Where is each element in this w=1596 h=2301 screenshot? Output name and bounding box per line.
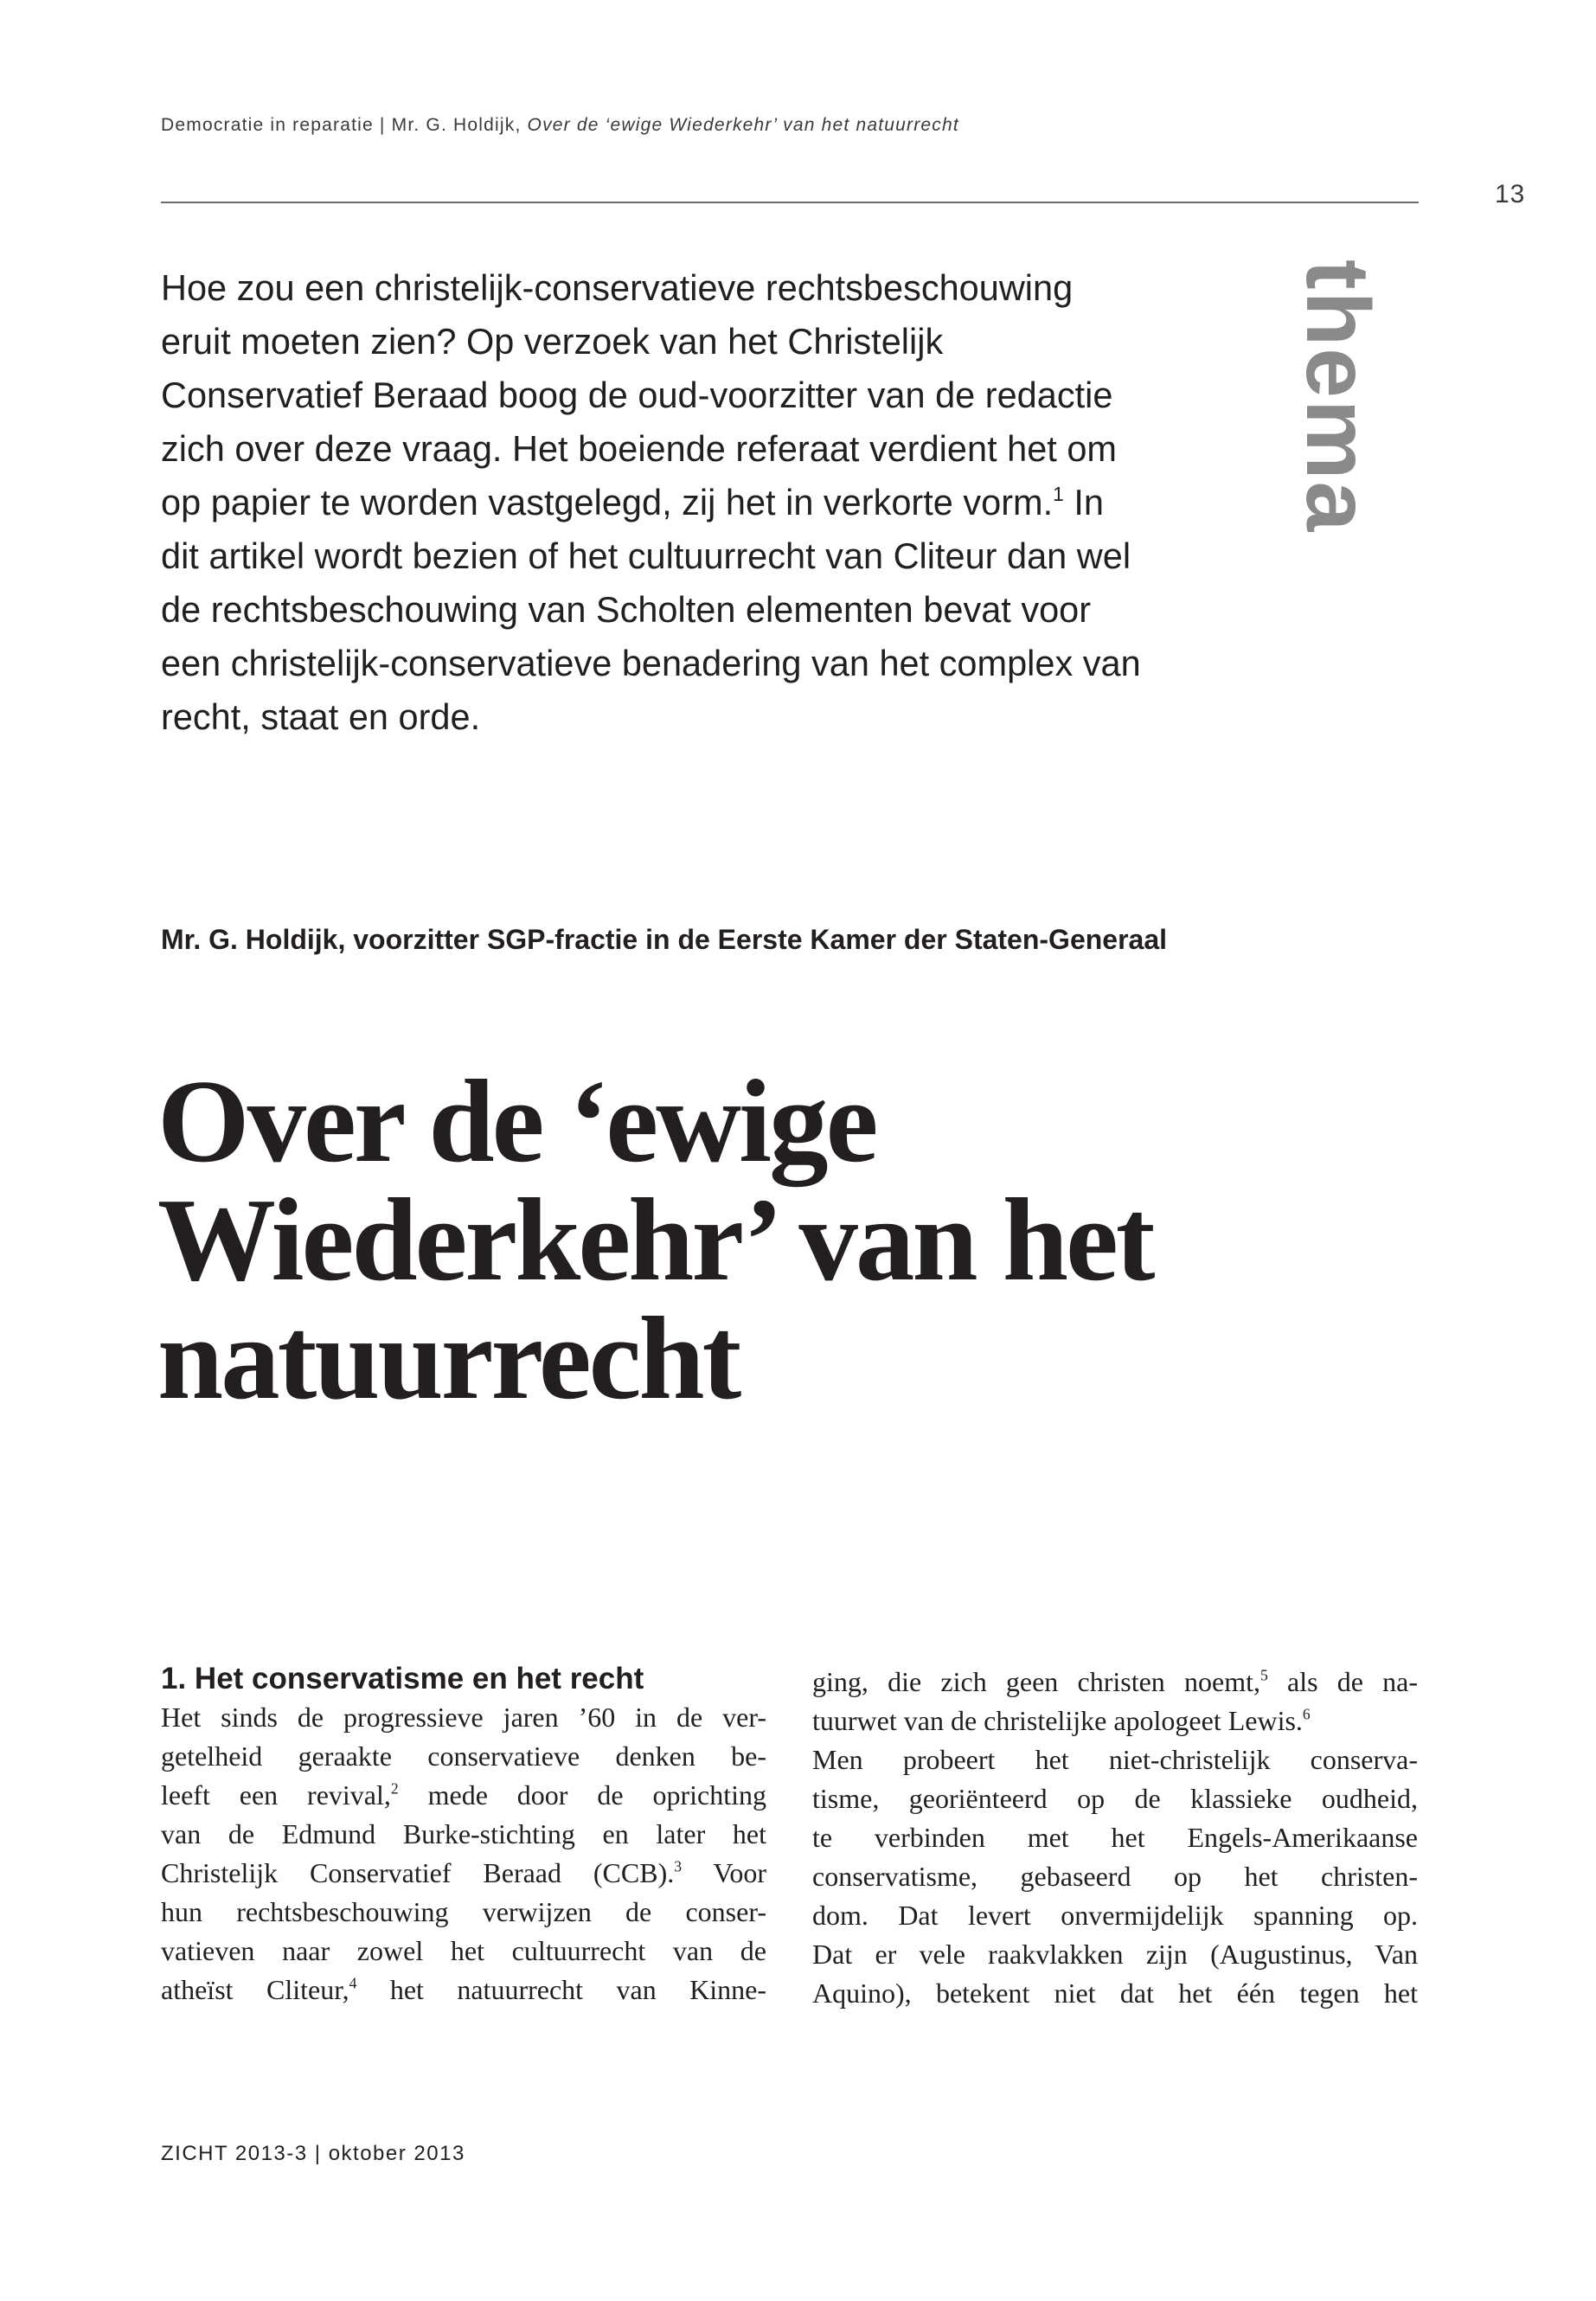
body-line: atheïst Cliteur,$^4$ het natuurrecht van Kinne- bbox=[161, 1974, 767, 2005]
body-line: tisme, georiënteerd op de klassieke oudheid, bbox=[812, 1783, 1418, 1814]
header-separator: | bbox=[379, 115, 386, 135]
page-number: 13 bbox=[1495, 180, 1526, 208]
intro-text-part1: Hoe zou een christelijk-conservatieve rechtsbeschouwing eruit moeten zien? Op verzoek van het Christelijk Conservatief Beraad boog de oud-voorzitter van de redactie zich over deze vraag. Het boeiende referaat verdient het om op papier te worden vastgelegd, zij het in verkorte vorm. bbox=[161, 267, 1117, 522]
header-publication: Democratie in reparatie bbox=[161, 115, 374, 135]
header-article-title: Over de ‘ewige Wiederkehr’ van het natuurrecht bbox=[527, 115, 959, 135]
title-line-2: Wiederkehr’ van het bbox=[157, 1174, 1153, 1305]
body-line: tuurwet van de christelijke apologeet Lewis.$^6$ bbox=[812, 1705, 1311, 1736]
article-title bbox=[157, 1055, 1455, 1424]
footnote-ref-1: 1 bbox=[1053, 483, 1064, 506]
intro-paragraph bbox=[161, 261, 1143, 744]
header-author: Mr. G. Holdijk, bbox=[391, 115, 522, 135]
section-tag: thema bbox=[1287, 260, 1388, 534]
body-column-left bbox=[161, 1659, 766, 2009]
body-line: vatieven naar zowel het cultuurrecht van de bbox=[161, 1935, 766, 1966]
footnote-ref-6: 6 bbox=[1302, 1705, 1311, 1723]
footnote-ref-2: 2 bbox=[390, 1779, 399, 1798]
body-line: ging, die zich geen christen noemt,$^5$ als de na- bbox=[812, 1666, 1418, 1697]
page-footer: ZICHT 2013-3 | oktober 2013 bbox=[161, 2142, 465, 2165]
body-line: Men probeert het niet-christelijk conserva- bbox=[812, 1744, 1418, 1775]
body-line: Christelijk Conservatief Beraad (CCB).$^3$ Voor bbox=[161, 1857, 767, 1888]
body-line: dom. Dat levert onvermijdelijk spanning op. bbox=[812, 1900, 1418, 1931]
body-line: conservatisme, gebaseerd op het christen- bbox=[812, 1861, 1418, 1892]
body-line: Aquino), betekent niet dat het één tegen het bbox=[812, 1977, 1418, 2009]
intro-text-part2: In dit artikel wordt bezien of het cultuurrecht van Cliteur dan wel de rechtsbeschouwing van Scholten elementen bevat voor een christelijk-conservatieve benadering van het complex van recht, staat en orde. bbox=[161, 482, 1141, 737]
body-line: te verbinden met het Engels-Amerikaanse bbox=[812, 1822, 1418, 1853]
body-line: leeft een revival,$^2$ mede door de oprichting bbox=[161, 1779, 767, 1811]
body-line: getelheid geraakte conservatieve denken be- bbox=[161, 1740, 766, 1772]
section-heading: 1. Het conservatisme en het recht bbox=[161, 1662, 644, 1695]
body-line: van de Edmund Burke-stichting en later het bbox=[161, 1818, 766, 1849]
running-header bbox=[161, 115, 1372, 136]
footnote-ref-3: 3 bbox=[674, 1857, 683, 1875]
body-line: Dat er vele raakvlakken zijn (Augustinus, Van bbox=[812, 1939, 1418, 1970]
body-line: hun rechtsbeschouwing verwijzen de conser- bbox=[161, 1896, 766, 1927]
footnote-ref-5: 5 bbox=[1259, 1666, 1268, 1684]
title-line-3: natuurrecht bbox=[157, 1292, 740, 1424]
header-rule bbox=[161, 202, 1419, 203]
title-line-1: Over de ‘ewige bbox=[157, 1055, 876, 1187]
body-line: Het sinds de progressieve jaren ’60 in de ver- bbox=[161, 1702, 766, 1733]
body-column-right bbox=[812, 1663, 1418, 2013]
author-line: Mr. G. Holdijk, voorzitter SGP-fractie in de Eerste Kamer der Staten-Generaal bbox=[161, 924, 1168, 955]
footnote-ref-4: 4 bbox=[349, 1974, 357, 1992]
